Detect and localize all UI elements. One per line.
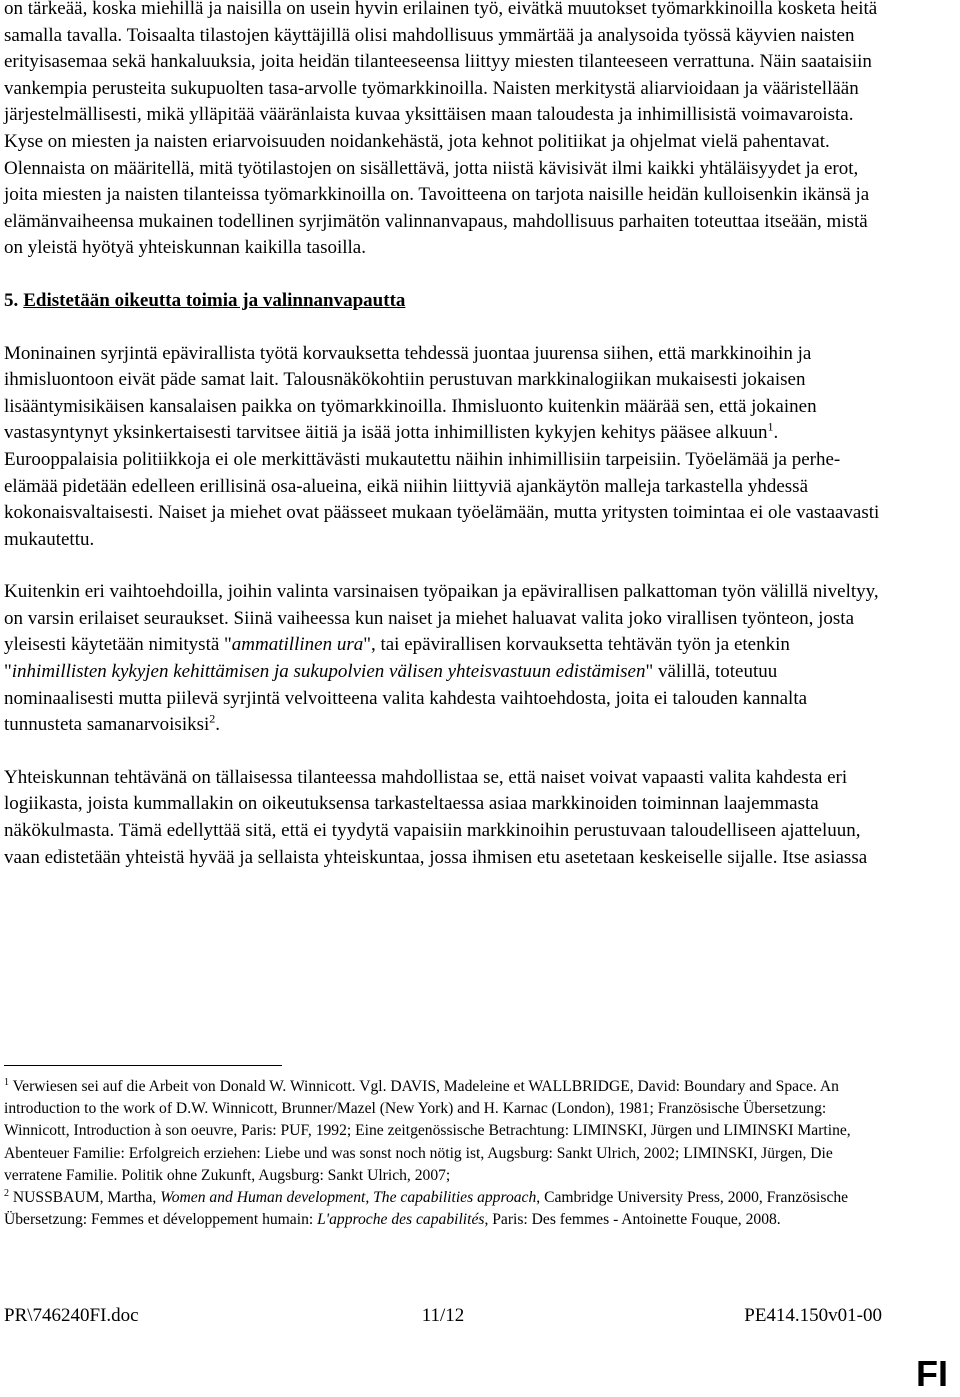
paragraph-text: . Eurooppalaisia politiikkoja ei ole merkittävästi mukautettu näihin inhimillisiin tarpeisiin. Työelämää ja perhe-elämää pidetään edelleen erillisinä osa-alueina, eikä niihin liittyviä ajankäytön malleja tarkastella yhdessä kokonaisvaltaisesti. Naiset ja miehet ovat päässeet mukaan työelämään, mutta yritysten toimintaa ei ole vastaavasti mukautettu. bbox=[4, 422, 880, 550]
pe-number: PE414.150v01-00 bbox=[744, 1305, 882, 1326]
section-number: 5. bbox=[4, 289, 19, 311]
footnote-text: Verwiesen sei auf die Arbeit von Donald W. Winnicott. Vgl. DAVIS, Madeleine et WALLBRIDGE, David: Boundary and Space. An introduction to the work of D.W. Winnicott, Brunner/Mazel (New York) and H. Karnac (London), 1981; Französische Übersetzung: Winnicott, Introduction à son oeuvre, Paris: PUF, 1992; Eine zeitgenössische Betrachtung: LIMINSKI, Jürgen und LIMINSKI Martine, Abenteuer Familie: Erfolgreich erziehen: Liebe und was sonst noch nötig ist, Augsburg: Sankt Ulrich, 2002; LIMINSKI, Jürgen, Die verratene Familie. Politik ohne Zukunft, Augsburg: Sankt Ulrich, 2007; bbox=[4, 1078, 851, 1184]
paragraph-spacer bbox=[4, 553, 884, 579]
footnote-italic: L'approche des capabilités bbox=[317, 1211, 485, 1229]
footnote-italic: Women and Human development, The capabilities approach bbox=[160, 1189, 537, 1207]
footnote-2 bbox=[4, 1187, 884, 1231]
italic-term: ammatillinen ura bbox=[231, 634, 364, 656]
section-title: Edistetään oikeutta toimia ja valinnanvapautta bbox=[23, 289, 406, 311]
paragraph-spacer bbox=[4, 315, 884, 341]
footnote-text: , Paris: Des femmes - Antoinette Fouque, 2008. bbox=[484, 1211, 781, 1229]
document-reference: PR\746240FI.doc bbox=[4, 1305, 139, 1326]
paragraph-text: ", tai epävirallisen korvauksetta tehtävän työn ja etenkin " bbox=[4, 634, 790, 683]
footnote-reference[interactable]: 2 bbox=[209, 711, 216, 726]
paragraph: Yhteiskunnan tehtävänä on tällaisessa tilanteessa mahdollistaa se, että naiset voivat vapaasti valita kahdesta eri logiikasta, joista kummallakin on oikeutuksensa tarkasteltaessa asiaa markkinoiden toiminnan laajemmasta näkökulmasta. Tämä edellyttää sitä, että ei tyydytä vapaisiin markkinoihin perustuvaan taloudelliseen ajatteluun, vaan edistetään yhteistä hyvää ja sellaista yhteiskuntaa, jossa ihmisen etu asetetaan keskeiselle sijalle. Itse asiassa bbox=[4, 766, 868, 868]
footnote-number: 1 bbox=[4, 1076, 9, 1088]
footnotes bbox=[4, 1076, 884, 1231]
footnote-1 bbox=[4, 1076, 884, 1187]
page-footer bbox=[4, 1303, 882, 1329]
footnote-text: , Cambridge University Press, 2000, Französische Übersetzung: Femmes et développement humain: bbox=[4, 1189, 849, 1229]
paragraph: on tärkeää, koska miehillä ja naisilla on usein hyvin erilainen työ, eivätkä muutokset työmarkkinoilla kosketa heitä samalla tavalla. Toisaalta tilastojen käyttäjillä olisi mahdollisuus ymmärtää ja analysoida työssä käyvien naisten erityisasemaa sekä hankaluuksia, joita heidän tilanteeseensa liittyy miesten tilanteeseen verrattuna. Näin saataisiin vankempia perusteita sukupuolten tasa-arvolle työmarkkinoilla. Naisten merkitystä aliarvioidaan ja vääristellään järjestelmällisesti, mikä ylläpitää vääränlaista kuvaa yksittäisen maan taloudesta ja inhimillisistä voimavaroista. Kyse on miesten ja naisten eriarvoisuuden noidankehästä, jota kehnot politiikat ja ohjelmat vielä pahentavat. Olennaista on määritellä, mitä työtilastojen on sisällettävä, jotta niistä kävisivät ilmi kaikki yhtäläisyydet ja erot, joita miesten ja naisten tilanteissa työmarkkinoilla on. Tavoitteena on tarjota naisille heidän kulloisenkin ikänsä ja elämänvaiheensa mukainen todellinen syrjimätön valinnanvapaus, mahdollisuus parhaiten toteuttaa itseään, mistä on yleistä hyötyä yhteiskunnan kaikilla tasoilla. bbox=[4, 0, 878, 259]
footnote-separator bbox=[4, 1065, 282, 1066]
paragraph-text: Kuitenkin eri vaihtoehdoilla, joihin valinta varsinaisen työpaikan ja epävirallisen palkattoman työn välillä niveltyy, on varsin erilaiset seuraukset. Siinä vaiheessa kun naiset ja miehet haluavat valita joko virallisen työnteon, josta yleisesti käytetään nimitystä " bbox=[4, 581, 879, 656]
body-text bbox=[4, 0, 884, 871]
paragraph bbox=[4, 341, 884, 554]
paragraph-text: . bbox=[215, 714, 221, 736]
section-heading bbox=[4, 288, 884, 315]
footnote-reference[interactable]: 1 bbox=[767, 419, 774, 434]
paragraph-text: " välillä, toteutuu nominaalisesti mutta piilevä syrjintä velvoitteena valita kahdesta vaihtoehdosta, joita ei talouden kannalta tunnusteta samanarvoisiksi bbox=[4, 661, 808, 736]
italic-term: inhimillisten kykyjen kehittämisen ja sukupolvien välisen yhteisvastuun edistämisen bbox=[11, 661, 646, 683]
footnote-number: 2 bbox=[4, 1187, 9, 1199]
paragraph bbox=[4, 579, 884, 739]
paragraph-spacer bbox=[4, 739, 884, 765]
page-number: 11/12 bbox=[421, 1305, 465, 1326]
paragraph-spacer bbox=[4, 262, 884, 288]
footnote-text: NUSSBAUM, Martha, bbox=[12, 1189, 161, 1207]
language-code: FI bbox=[916, 1353, 948, 1394]
paragraph-text: Moninainen syrjintä epävirallista työtä korvauksetta tehdessä juontaa juurensa siihen, että markkinoihin ja ihmisluontoon eivät päde samat lait. Talousnäkökohtiin perustuvan markkinalogiikan mukaisesti jokaisen lisääntymisikäisen kansalaisen paikka on työmarkkinoilla. Ihmisluonto kuitenkin määrää sen, että jokainen vastasyntynyt yksinkertaisesti tarvitsee äitiä ja isää jotta inhimillisten kykyjen kehitys pääsee alkuun bbox=[4, 342, 817, 444]
